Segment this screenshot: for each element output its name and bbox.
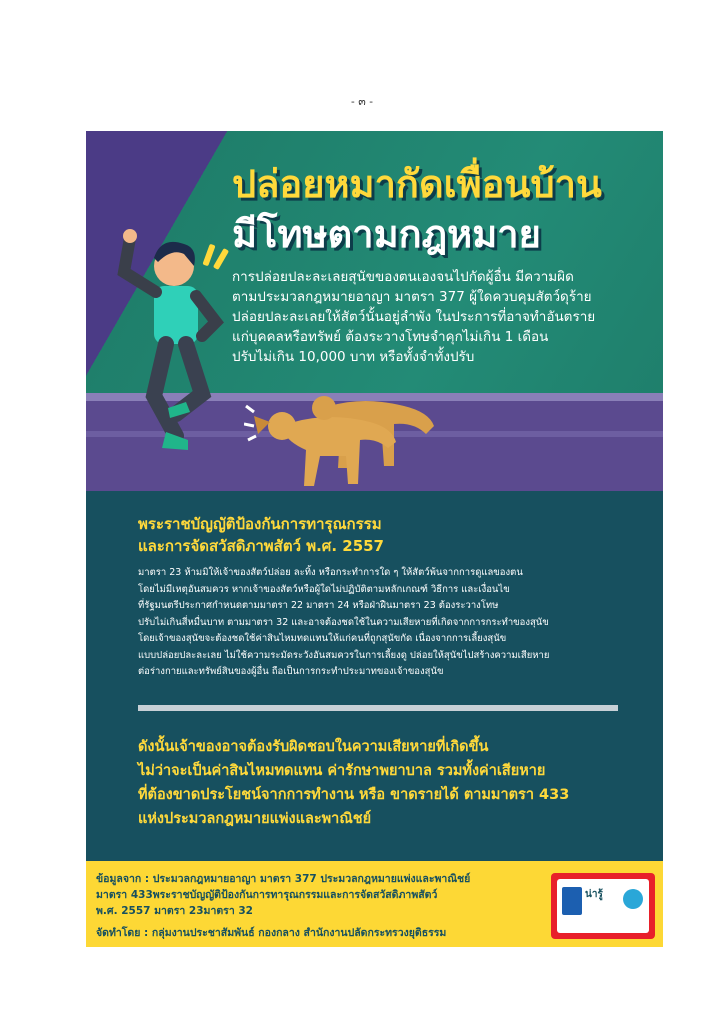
headline-line-2: มีโทษตามกฎหมาย: [232, 212, 541, 256]
scared-man-illustration: [106, 226, 236, 486]
conclusion-line: ไม่ว่าจะเป็นค่าสินไหมทดแทน ค่ารักษาพยาบาล รวมทั้งค่าเสียหาย: [138, 763, 546, 779]
act-title-line: และการจัดสวัสดิภาพสัตว์ พ.ศ. 2557: [138, 537, 384, 555]
source-line: ข้อมูลจาก : ประมวลกฎหมายอาญา มาตรา 377 ประมวลกฎหมายแพ่งและพาณิชย์: [96, 873, 471, 885]
section-divider: [138, 705, 618, 711]
headline-line-1: ปล่อยหมากัดเพื่อนบ้าน: [232, 162, 602, 206]
infographic-poster: [86, 131, 663, 947]
publisher-logo: [551, 873, 655, 939]
intro-line: ปล่อยปละละเลยให้สัตว์นั้นอยู่ลำพัง ในประการที่อาจทำอันตราย: [232, 309, 596, 325]
logo-text: น่ารู้: [585, 889, 603, 900]
act-title-line: พระราชบัญญัติป้องกันการทารุณกรรม: [138, 515, 382, 533]
act-section: [86, 491, 663, 716]
act-body-line: ที่รัฐมนตรีประกาศกำหนดตามมาตรา 22 มาตรา 24 หรือฝ่าฝืนมาตรา 23 ต้องระวางโทษ: [138, 600, 499, 611]
logo-figure-icon: [562, 887, 582, 915]
barking-dogs-illustration: [244, 376, 454, 491]
pr-badge-icon: [623, 889, 643, 909]
made-by-line: จัดทำโดย : กลุ่มงานประชาสัมพันธ์ กองกลาง สำนักงานปลัดกระทรวงยุติธรรม: [96, 927, 447, 939]
act-title: [138, 513, 384, 557]
illustration-scene: [86, 131, 663, 491]
headline: [232, 159, 602, 259]
source-line: พ.ศ. 2557 มาตรา 23มาตรา 32: [96, 905, 253, 917]
intro-line: แก่บุคคลหรือทรัพย์ ต้องระวางโทษจำคุกไม่เกิน 1 เดือน: [232, 329, 549, 345]
act-body: [138, 565, 650, 681]
act-body-line: มาตรา 23 ห้ามมิให้เจ้าของสัตว์ปล่อย ละทิ้ง หรือกระทำการใด ๆ ให้สัตว์พ้นจากการดูแลของตน: [138, 567, 523, 578]
intro-paragraph: [232, 267, 652, 367]
footer-bar: [86, 861, 663, 947]
intro-line: ตามประมวลกฎหมายอาญา มาตรา 377 ผู้ใดควบคุมสัตว์ดุร้าย: [232, 289, 592, 305]
act-body-line: ต่อร่างกายและทรัพย์สินของผู้อื่น ถือเป็นการกระทำประมาทของเจ้าของสุนัข: [138, 666, 444, 677]
source-credits: [96, 871, 470, 941]
logo-panel: [557, 879, 649, 933]
conclusion-line: แห่งประมวลกฎหมายแพ่งและพาณิชย์: [138, 811, 372, 827]
act-body-line: แบบปล่อยปละละเลย ไม่ใช้ความระมัดระวังอันสมควรในการเลี้ยงดู ปล่อยให้สุนัขไปสร้างความเสียหาย: [138, 649, 550, 661]
act-body-line: โดยเจ้าของสุนัขจะต้องชดใช้ค่าสินไหมทดแทนให้แก่คนที่ถูกสุนัขกัด เนื่องจากการเลี้ยงสุนัข: [138, 633, 507, 644]
page-number: - ๓ -: [351, 95, 373, 108]
act-body-line: โดยไม่มีเหตุอันสมควร หากเจ้าของสัตว์หรือผู้ใดไม่ปฏิบัติตามหลักเกณฑ์ วิธีการ และเงื่อนไข: [138, 583, 510, 595]
conclusion-line: ที่ต้องขาดประโยชน์จากการทำงาน หรือ ขาดรายได้ ตามมาตรา 433: [138, 787, 570, 803]
source-line: มาตรา 433พระราชบัญญัติป้องกันการทารุณกรรมและการจัดสวัสดิภาพสัตว์: [96, 889, 438, 901]
intro-line: การปล่อยปละละเลยสุนัขของตนเองจนไปกัดผู้อื่น มีความผิด: [232, 269, 574, 285]
intro-line: ปรับไม่เกิน 10,000 บาท หรือทั้งจำทั้งปรับ: [232, 349, 475, 365]
conclusion-paragraph: [138, 735, 638, 831]
conclusion-line: ดังนั้นเจ้าของอาจต้องรับผิดชอบในความเสียหายที่เกิดขึ้น: [138, 739, 489, 755]
act-body-line: ปรับไม่เกินสี่หมื่นบาท ตามมาตรา 32 และอาจต้องชดใช้ในความเสียหายที่เกิดจากการกระทำของสุนัข: [138, 616, 549, 628]
